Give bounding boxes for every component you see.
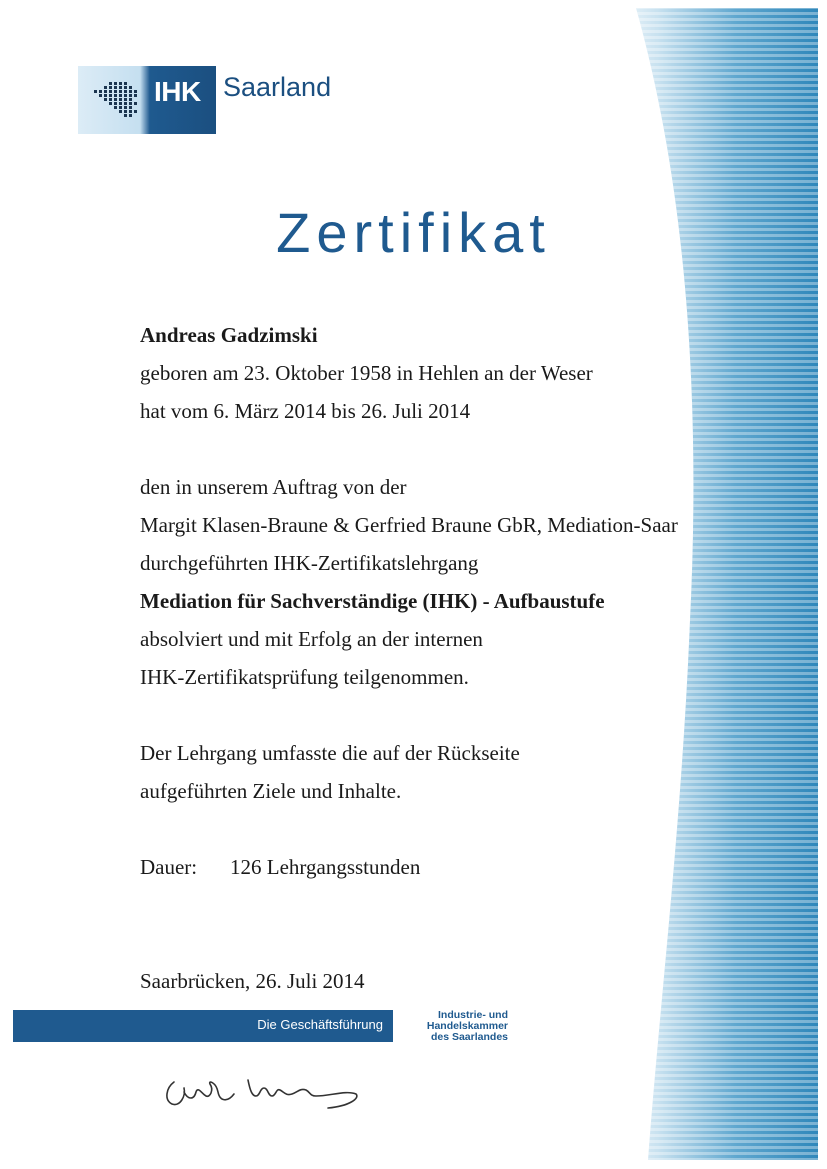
logo-region-name: Saarland: [223, 72, 332, 102]
chamber-line-2: Handelskammer: [426, 1020, 508, 1032]
duration-line: [140, 848, 740, 886]
birth-line: geboren am 23. Oktober 1958 in Hehlen an der Weser: [140, 361, 593, 385]
logo-abbreviation: IHK: [154, 76, 201, 107]
course-conducted: durchgeführten IHK-Zertifikatslehrgang: [140, 551, 479, 575]
ihk-logo: [78, 66, 216, 134]
course-result-2: IHK-Zertifikatsprüfung teilgenommen.: [140, 665, 469, 689]
chamber-line-1: Industrie- und: [438, 1009, 508, 1021]
course-provider: Margit Klasen-Braune & Gerfried Braune GbR, Mediation-Saar: [140, 513, 678, 537]
contents-line-1: Der Lehrgang umfasste die auf der Rückseite: [140, 741, 520, 765]
period-line: hat vom 6. März 2014 bis 26. Juli 2014: [140, 399, 471, 423]
chamber-line-3: des Saarlandes: [430, 1031, 508, 1043]
certificate-body: [140, 316, 740, 886]
chamber-name: [418, 1010, 508, 1043]
recipient-name: Andreas Gadzimski: [140, 323, 318, 347]
contents-line-2: aufgeführten Ziele und Inhalte.: [140, 779, 402, 803]
certificate-title: Zertifikat: [276, 201, 551, 264]
saarland-map-icon: [84, 76, 148, 126]
place-date: Saarbrücken, 26. Juli 2014: [140, 969, 365, 993]
handwritten-signature: [160, 1066, 370, 1114]
duration-value: 126 Lehrgangsstunden: [230, 855, 421, 879]
course-name: Mediation für Sachverständige (IHK) - Aufbaustufe: [140, 589, 605, 613]
management-bar: [13, 1010, 393, 1042]
course-result-1: absolviert und mit Erfolg an der internen: [140, 627, 483, 651]
management-label: Die Geschäftsführung: [257, 1017, 383, 1032]
course-intro: den in unserem Auftrag von der: [140, 475, 407, 499]
duration-label: Dauer:: [140, 855, 198, 879]
